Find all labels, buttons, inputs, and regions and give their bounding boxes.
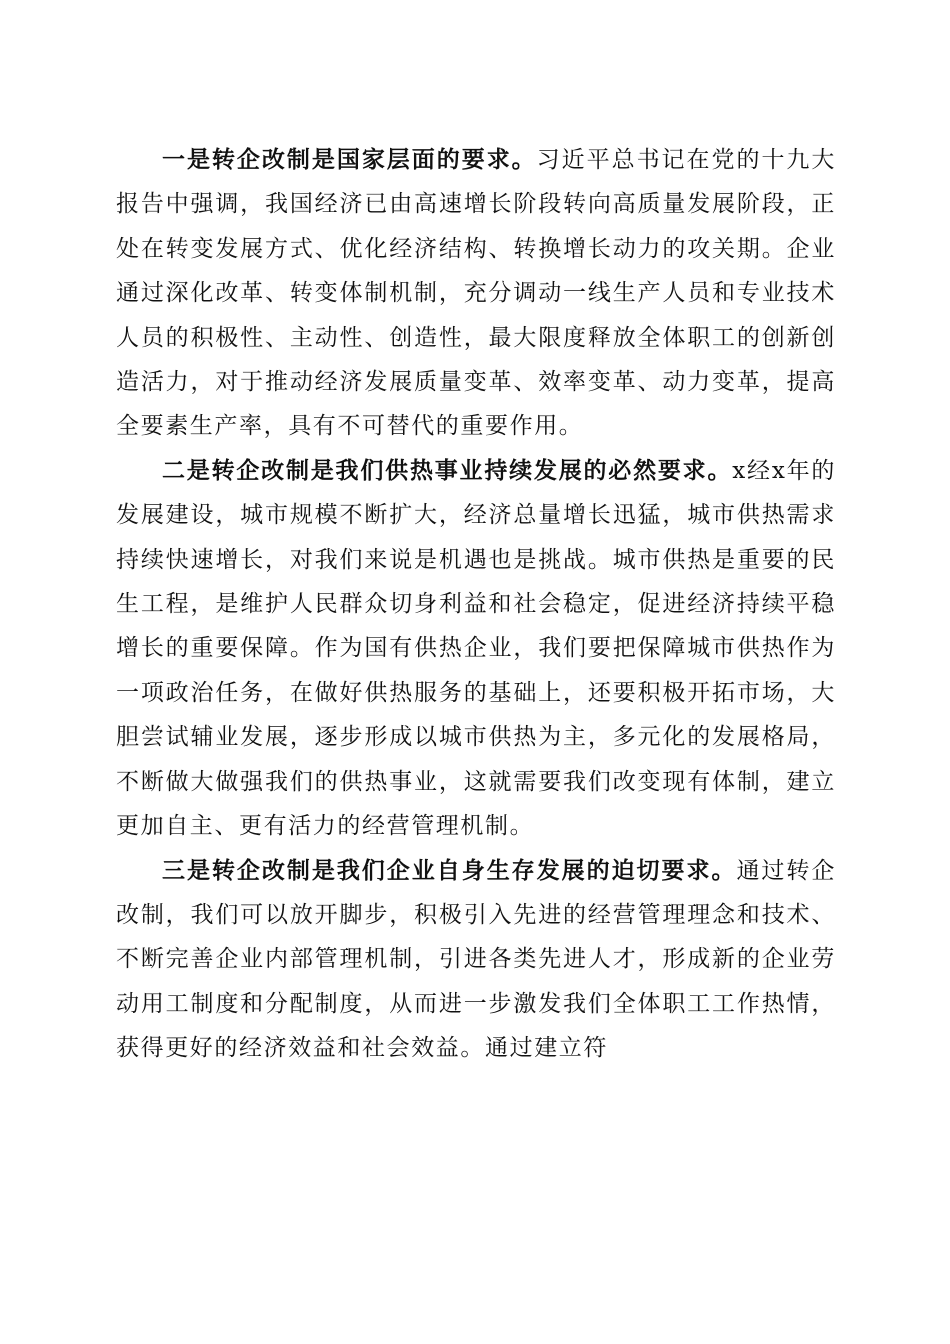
paragraph-3: [116, 849, 836, 1071]
paragraph-1-lead: 一是转企改制是国家层面的要求。: [162, 146, 537, 173]
paragraph-3-body: 通过转企改制，我们可以放开脚步，积极引入先进的经营管理理念和技术、不断完善企业内部管理机制，引进各类先进人才，形成新的企业劳动用工制度和分配制度，从而进一步激发我们全体职工工作热情，获得更好的经济效益和社会效益。通过建立符: [116, 857, 836, 1062]
paragraph-2-body: x经x年的发展建设，城市规模不断扩大，经济总量增长迅猛，城市供热需求持续快速增长，对我们来说是机遇也是挑战。城市供热是重要的民生工程，是维护人民群众切身利益和社会稳定，促进经济持续平稳增长的重要保障。作为国有供热企业，我们要把保障城市供热作为一项政治任务，在做好供热服务的基础上，还要积极开拓市场，大胆尝试辅业发展，逐步形成以城市供热为主，多元化的发展格局，不断做大做强我们的供热事业，这就需要我们改变现有体制，建立更加自主、更有活力的经营管理机制。: [116, 457, 836, 840]
paragraph-1-body: 习近平总书记在党的十九大报告中强调，我国经济已由高速增长阶段转向高质量发展阶段，正处在转变发展方式、优化经济结构、转换增长动力的攻关期。企业通过深化改革、转变体制机制，充分调动一线生产人员和专业技术人员的积极性、主动性、创造性，最大限度释放全体职工的创新创造活力，对于推动经济发展质量变革、效率变革、动力变革，提高全要素生产率，具有不可替代的重要作用。: [116, 147, 837, 440]
paragraph-2-lead: 二是转企改制是我们供热事业持续发展的必然要求。: [162, 456, 733, 484]
document-body: [116, 138, 836, 1071]
paragraph-3-lead: 三是转企改制是我们企业自身生存发展的迫切要求。: [162, 856, 737, 884]
paragraph-1: [116, 138, 836, 449]
paragraph-2: [116, 449, 836, 849]
